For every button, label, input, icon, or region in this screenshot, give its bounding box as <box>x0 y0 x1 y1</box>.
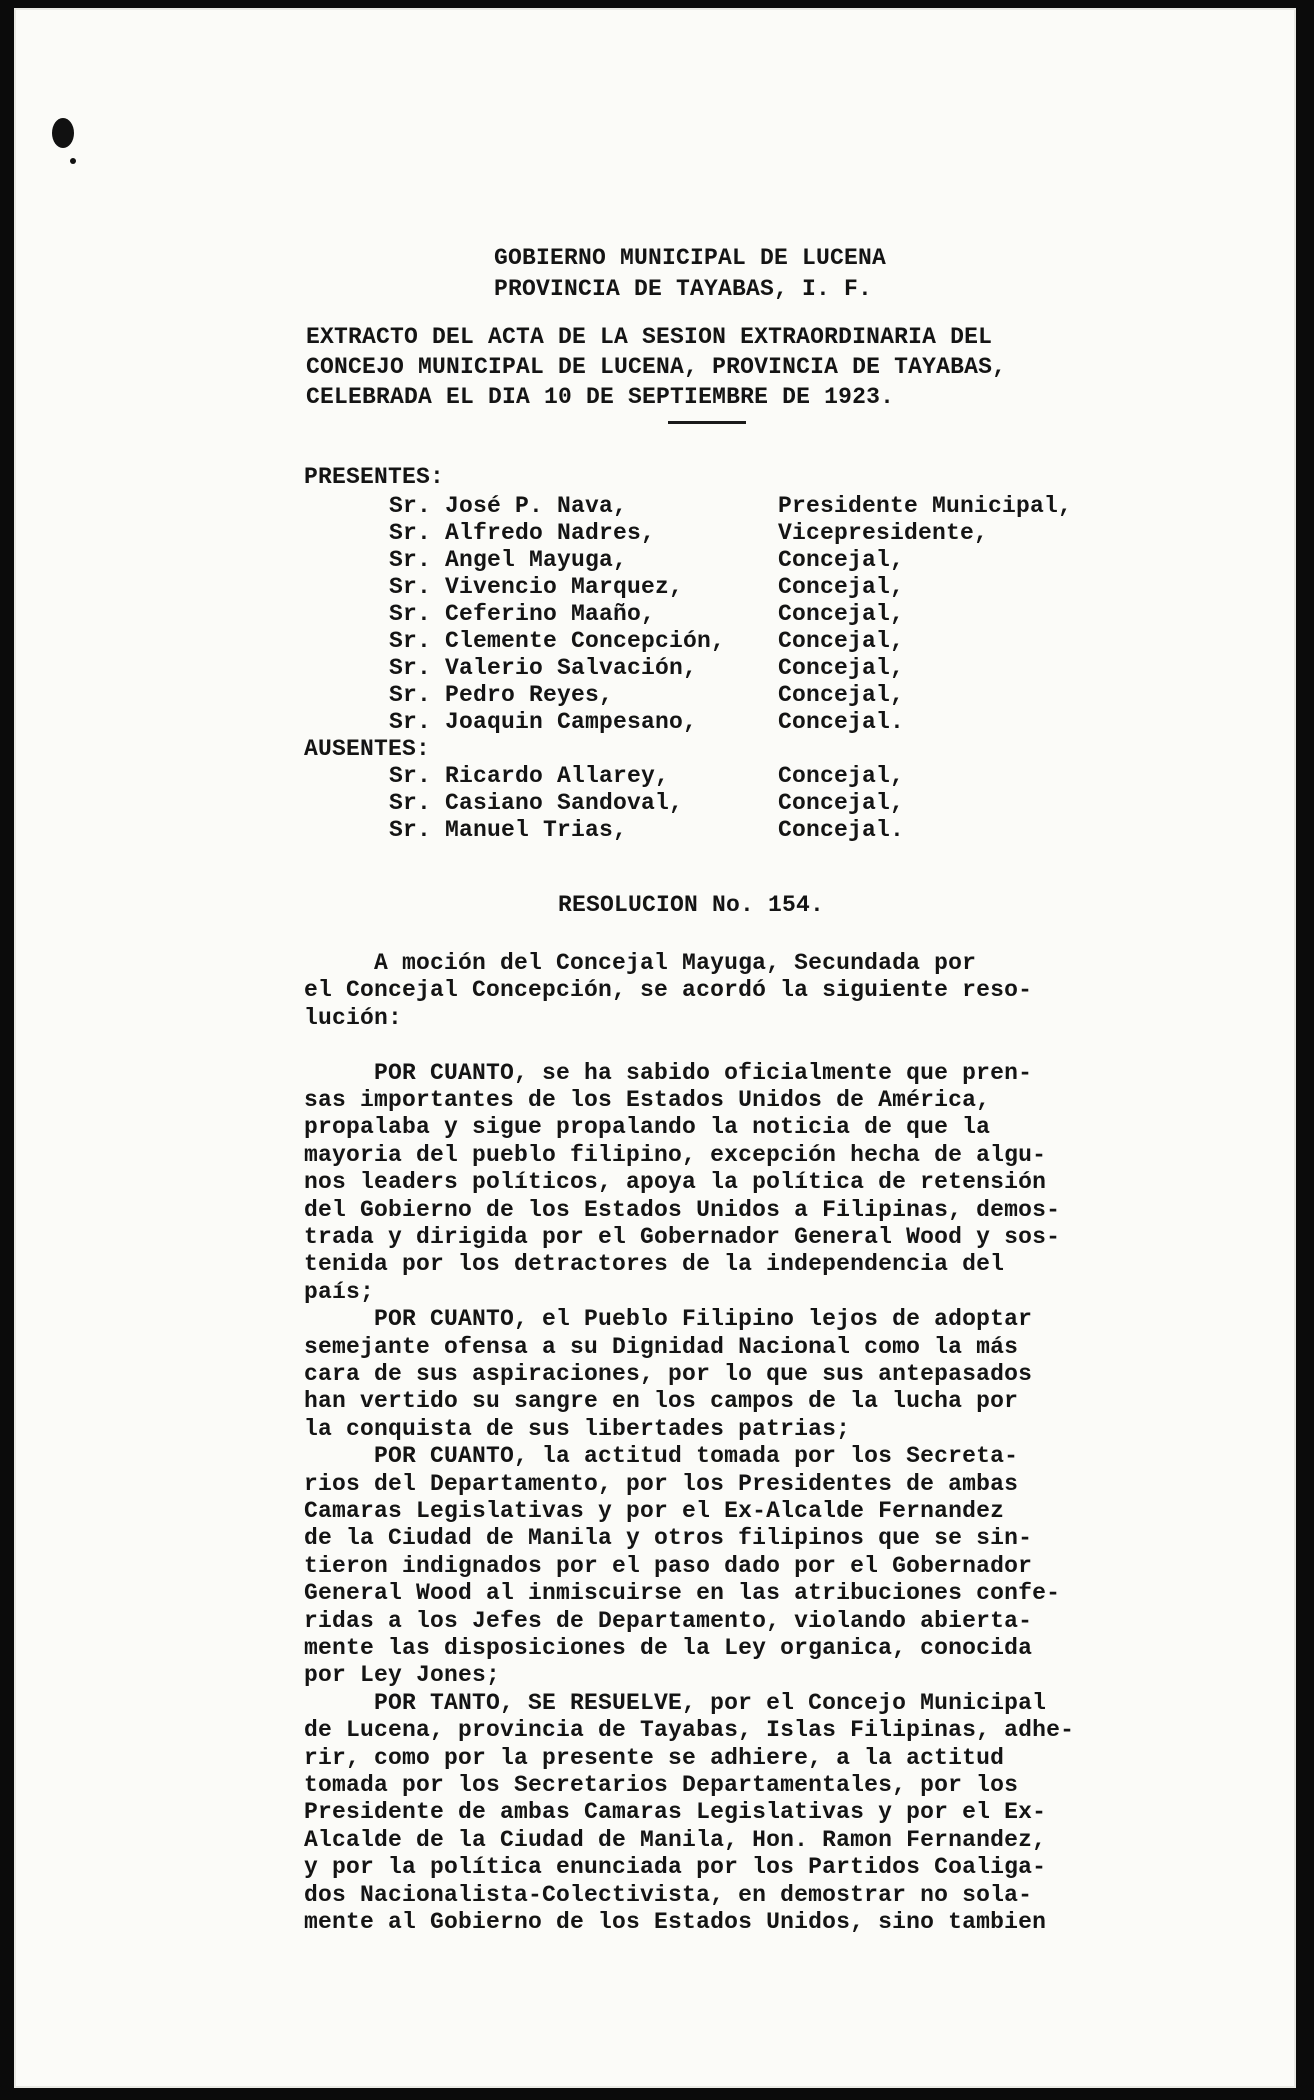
presentes-label: PRESENTES: <box>304 464 445 490</box>
body-line: sas importantes de los Estados Unidos de América, <box>304 1087 991 1113</box>
body-line: POR CUANTO, el Pueblo Filipino lejos de adoptar <box>304 1306 1033 1333</box>
body-line: cara de sus aspiraciones, por lo que sus antepasados <box>304 1361 1033 1387</box>
body-line: país; <box>304 1278 375 1305</box>
presente-name: Sr. Angel Mayuga, <box>389 547 628 573</box>
presente-name: Sr. Pedro Reyes, <box>389 682 614 708</box>
body-line: de la Ciudad de Manila y otros filipinos que se sin- <box>304 1525 1033 1552</box>
body-line: rios del Departamento, por los Presidentes de ambas <box>304 1470 1019 1497</box>
body-line: semejante ofensa a su Dignidad Nacional como la más <box>304 1333 1019 1360</box>
body-line: propalaba y sigue propalando la noticia de que la <box>304 1114 991 1141</box>
body-line: Alcalde de la Ciudad de Manila, Hon. Ramon Fernandez, <box>304 1826 1047 1853</box>
body-line: han vertido su sangre en los campos de la lucha por <box>304 1388 1019 1415</box>
presente-role: Concejal, <box>778 574 905 600</box>
body-line: POR CUANTO, la actitud tomada por los Secreta- <box>304 1443 1019 1470</box>
divider-rule <box>668 421 746 424</box>
body-line: del Gobierno de los Estados Unidos a Filipinas, demos- <box>304 1196 1061 1223</box>
ausente-role: Concejal, <box>778 790 905 816</box>
presente-name: Sr. José P. Nava, <box>389 493 628 519</box>
presente-role: Vicepresidente, <box>778 520 989 546</box>
body-line: dos Nacionalista-Colectivista, en demostrar no sola- <box>304 1881 1033 1908</box>
presente-name: Sr. Valerio Salvación, <box>389 655 698 681</box>
ausente-role: Concejal, <box>778 763 905 789</box>
body-line: mente las disposiciones de la Ley organica, conocida <box>304 1635 1033 1661</box>
body-line: nos leaders políticos, apoya la política de retensión <box>304 1169 1047 1196</box>
header-line-2: PROVINCIA DE TAYABAS, I. F. <box>494 276 873 302</box>
body-line: y por la política enunciada por los Partidos Coaliga- <box>304 1854 1047 1881</box>
presente-name: Sr. Joaquin Campesano, <box>389 709 698 735</box>
body-line: trada y dirigida por el Gobernador General Wood y sos- <box>304 1224 1061 1250</box>
extract-line-3: CELEBRADA EL DIA 10 DE SEPTIEMBRE DE 1923. <box>306 384 895 410</box>
presente-name: Sr. Clemente Concepción, <box>389 628 726 654</box>
presente-role: Concejal, <box>778 655 905 681</box>
body-line: por Ley Jones; <box>304 1662 501 1689</box>
body-line: Camaras Legislativas y por el Ex-Alcalde Fernandez <box>304 1498 1005 1524</box>
body-line: A moción del Concejal Mayuga, Secundada por <box>304 950 977 976</box>
presente-name: Sr. Ceferino Maaño, <box>389 601 656 627</box>
ink-stain <box>70 158 76 164</box>
body-line: Presidente de ambas Camaras Legislativas y por el Ex- <box>304 1799 1047 1826</box>
presente-role: Concejal, <box>778 628 905 654</box>
body-line: la conquista de sus libertades patrias; <box>304 1415 851 1442</box>
body-line: tieron indignados por el paso dado por el Gobernador <box>304 1552 1033 1579</box>
presente-role: Concejal, <box>778 682 905 708</box>
body-line: mente al Gobierno de los Estados Unidos, sino tambien <box>304 1909 1047 1935</box>
ausente-role: Concejal. <box>778 817 905 843</box>
body-line: General Wood al inmiscuirse en las atribuciones confe- <box>304 1580 1061 1607</box>
presente-role: Presidente Municipal, <box>778 493 1073 519</box>
document-page <box>14 8 1296 2088</box>
body-line: POR CUANTO, se ha sabido oficialmente que pren- <box>304 1059 1033 1086</box>
body-line: rir, como por la presente se adhiere, a la actitud <box>304 1744 1005 1771</box>
resolution-title: RESOLUCION No. 154. <box>558 892 825 918</box>
ink-stain <box>52 118 74 148</box>
body-line: ridas a los Jefes de Departamento, violando abierta- <box>304 1607 1033 1634</box>
presente-name: Sr. Alfredo Nadres, <box>389 520 656 546</box>
body-line: el Concejal Concepción, se acordó la siguiente reso- <box>304 977 1033 1004</box>
ausente-name: Sr. Ricardo Allarey, <box>389 763 670 789</box>
body-line: de Lucena, provincia de Tayabas, Islas Filipinas, adhe- <box>304 1717 1075 1744</box>
ausente-name: Sr. Manuel Trias, <box>389 817 628 843</box>
ausente-name: Sr. Casiano Sandoval, <box>389 790 684 816</box>
body-line: POR TANTO, SE RESUELVE, por el Concejo Municipal <box>304 1689 1047 1716</box>
extract-line-1: EXTRACTO DEL ACTA DE LA SESION EXTRAORDINARIA DEL <box>306 324 993 350</box>
presente-role: Concejal, <box>778 547 905 573</box>
body-line: tomada por los Secretarios Departamentales, por los <box>304 1772 1019 1798</box>
ausentes-label: AUSENTES: <box>304 736 431 762</box>
presente-role: Concejal. <box>778 709 905 735</box>
header-line-1: GOBIERNO MUNICIPAL DE LUCENA <box>494 245 887 271</box>
body-line: lución: <box>304 1004 403 1031</box>
body-line: tenida por los detractores de la independencia del <box>304 1251 1005 1278</box>
extract-line-2: CONCEJO MUNICIPAL DE LUCENA, PROVINCIA DE TAYABAS, <box>306 354 1007 380</box>
body-line: mayoria del pueblo filipino, excepción hecha de algu- <box>304 1141 1047 1168</box>
presente-name: Sr. Vivencio Marquez, <box>389 574 684 600</box>
presente-role: Concejal, <box>778 601 905 627</box>
